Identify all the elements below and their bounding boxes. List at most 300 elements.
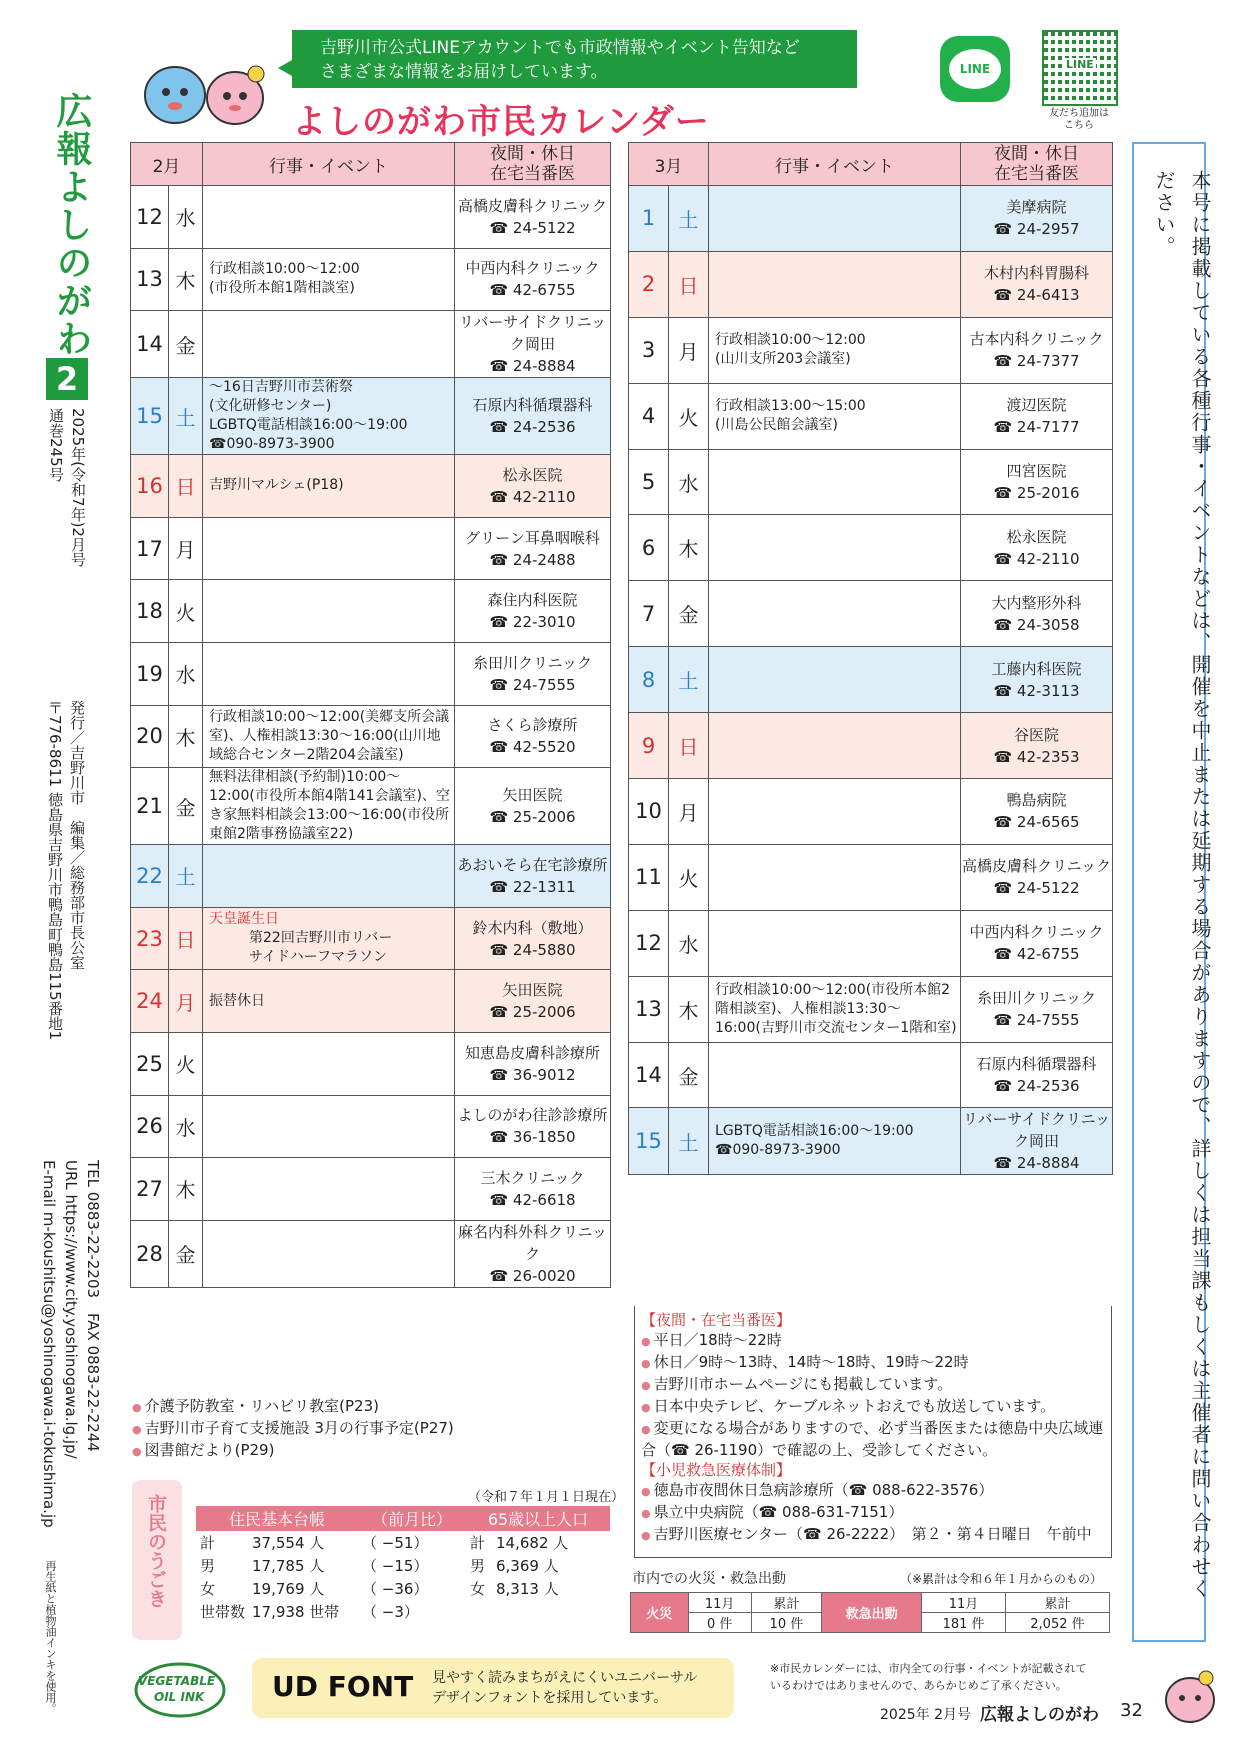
day-number: 5 bbox=[629, 449, 669, 515]
clinic-name: 鴨島病院 bbox=[1006, 791, 1067, 810]
clinic-name: 高橋皮膚科クリニック bbox=[457, 196, 608, 215]
table-row bbox=[629, 844, 1113, 910]
phone-icon: ☎ bbox=[993, 879, 1013, 898]
clinic-notes bbox=[634, 1306, 1112, 1558]
event-text: 行政相談10:00～12:00(美郷支所会議室)、人権相談13:30～16:00(山川地域総合センター2階204会議室) bbox=[209, 708, 450, 763]
ud-font-text: 見やすく読みまちがえにくいユニバーサル デザインフォントを採用しています。 bbox=[432, 1670, 698, 1706]
amb-month-value: 181 件 bbox=[922, 1613, 1006, 1633]
stat-elderly: 女 8,313 人 bbox=[470, 1580, 559, 1598]
day-number: 16 bbox=[131, 455, 169, 518]
phone-icon: ☎ bbox=[489, 940, 509, 959]
fire-month-head: 11月 bbox=[688, 1593, 751, 1613]
stat-resident: 男 17,785 人 bbox=[200, 1557, 325, 1575]
list-item[interactable]: ● 吉野川市子育て支援施設 3月の行事予定(P27) bbox=[132, 1418, 602, 1440]
clinic-cell bbox=[455, 705, 611, 768]
clinic-tel: ☎ 36-9012 bbox=[489, 1065, 576, 1084]
day-number: 25 bbox=[131, 1032, 169, 1095]
table-row bbox=[629, 713, 1113, 779]
day-number: 4 bbox=[629, 383, 669, 449]
amb-cum-value: 2,052 件 bbox=[1005, 1613, 1109, 1633]
clinic-cell bbox=[961, 713, 1113, 779]
day-number: 9 bbox=[629, 713, 669, 779]
event-cell bbox=[709, 317, 961, 383]
clinic-cell bbox=[961, 581, 1113, 647]
event-cell bbox=[203, 1220, 455, 1287]
weekday: 水 bbox=[669, 449, 709, 515]
day-number: 12 bbox=[131, 186, 169, 249]
weekday: 月 bbox=[169, 517, 203, 580]
footer-name: 広報よしのがわ bbox=[980, 1705, 1099, 1725]
day-number: 17 bbox=[131, 517, 169, 580]
clinic-tel: ☎ 24-3058 bbox=[993, 615, 1080, 634]
clinic-name: リバーサイドクリニック岡田 bbox=[458, 313, 607, 354]
event-text: 振替休日 bbox=[209, 992, 266, 1009]
stat-change: （ −51） bbox=[362, 1534, 429, 1552]
phone-icon: ☎ bbox=[489, 613, 509, 632]
clinic-cell bbox=[455, 845, 611, 908]
table-row bbox=[131, 248, 611, 311]
phone-icon: ☎ bbox=[993, 945, 1013, 964]
phone-icon: ☎ bbox=[993, 549, 1013, 568]
line-banner: 吉野川市公式LINEアカウントでも市政情報やイベント告知など さまざまな情報をお届けしています。 bbox=[292, 30, 857, 88]
phone-icon: ☎ bbox=[993, 286, 1013, 305]
phone-icon: ☎ bbox=[993, 1011, 1013, 1030]
weekday: 金 bbox=[169, 768, 203, 845]
shimin-label: 市民のうごき bbox=[132, 1480, 182, 1640]
amb-month-head: 11月 bbox=[922, 1593, 1006, 1613]
clinic-name: 美摩病院 bbox=[1006, 198, 1067, 217]
event-cell bbox=[203, 1032, 455, 1095]
clinic-tel: ☎ 42-3113 bbox=[993, 681, 1080, 700]
table-row bbox=[131, 580, 611, 643]
event-cell bbox=[709, 779, 961, 845]
table-row bbox=[131, 455, 611, 518]
day-number: 2 bbox=[629, 251, 669, 317]
tel-fax: TEL 0883-22-2203 FAX 0883-22-2244 bbox=[84, 1160, 102, 1452]
clinic-cell bbox=[455, 768, 611, 845]
table-row bbox=[629, 1108, 1113, 1175]
clinic-cell bbox=[961, 515, 1113, 581]
table-row bbox=[629, 317, 1113, 383]
clinic-cell bbox=[455, 1220, 611, 1287]
masthead-date: 2025年(令和7年)2月号 bbox=[69, 408, 87, 567]
feb-clinic-header: 夜間・休日 在宅当番医 bbox=[455, 143, 611, 186]
day-number: 12 bbox=[629, 910, 669, 976]
weekday: 土 bbox=[669, 186, 709, 252]
event-cell bbox=[709, 976, 961, 1042]
stats-header-residents: 住民基本台帳 bbox=[196, 1506, 358, 1531]
phone-icon: ☎ bbox=[489, 675, 509, 694]
list-item[interactable]: ● 図書館だより(P29) bbox=[132, 1440, 602, 1462]
day-number: 18 bbox=[131, 580, 169, 643]
day-number: 1 bbox=[629, 186, 669, 252]
phone-icon: ☎ bbox=[993, 1077, 1013, 1096]
event-cell bbox=[709, 251, 961, 317]
clinic-tel: ☎ 24-2536 bbox=[489, 418, 576, 437]
clinic-tel: ☎ 24-7377 bbox=[993, 352, 1080, 371]
clinic-name: 木村内科胃腸科 bbox=[984, 264, 1090, 283]
weekday: 日 bbox=[669, 251, 709, 317]
qr-caption: 友だち追加は こちら bbox=[1049, 108, 1109, 131]
phone-icon: ☎ bbox=[489, 738, 509, 757]
table-row bbox=[131, 1032, 611, 1095]
event-cell bbox=[203, 970, 455, 1033]
event-cell bbox=[203, 248, 455, 311]
veg-logo-text2: OIL INK bbox=[154, 1690, 205, 1704]
weekday: 土 bbox=[669, 1108, 709, 1175]
table-row bbox=[131, 705, 611, 768]
clinic-tel: ☎ 24-6413 bbox=[993, 286, 1080, 305]
clinic-name: グリーン耳鼻咽喉科 bbox=[465, 528, 600, 547]
clinic-cell bbox=[455, 186, 611, 249]
day-number: 26 bbox=[131, 1095, 169, 1158]
event-text: 無料法律相談(予約制)10:00～12:00(市役所本館4階141会議室)、空き家無料相談会13:00～16:00(市役所東館2階事務協議室22) bbox=[209, 769, 450, 843]
weekday: 火 bbox=[669, 844, 709, 910]
table-row bbox=[629, 976, 1113, 1042]
weekday: 土 bbox=[669, 647, 709, 713]
event-cell bbox=[203, 311, 455, 378]
feb-notes bbox=[132, 1396, 602, 1462]
event-cell bbox=[709, 1042, 961, 1108]
disclaimer: ※市民カレンダーには、市内全ての行事・イベントが記載されて いるわけではありませんので、あらかじめご了承ください。 bbox=[770, 1662, 1087, 1692]
clinic-tel: ☎ 42-2110 bbox=[993, 549, 1080, 568]
clinic-cell bbox=[455, 907, 611, 970]
table-row bbox=[196, 1577, 610, 1600]
clinic-tel: ☎ 25-2006 bbox=[489, 1003, 576, 1022]
weekday: 水 bbox=[169, 642, 203, 705]
list-item: ● 平日／18時～22時 bbox=[641, 1330, 1105, 1352]
clinic-name: 大内整形外科 bbox=[991, 593, 1082, 612]
day-number: 22 bbox=[131, 845, 169, 908]
mascot-footer-icon bbox=[1160, 1666, 1220, 1730]
weekday: 金 bbox=[669, 581, 709, 647]
clinic-name: 矢田医院 bbox=[502, 786, 563, 805]
event-text: 天皇誕生日 bbox=[209, 911, 280, 928]
list-item[interactable]: ● 介護予防教室・リハビリ教室(P23) bbox=[132, 1396, 602, 1418]
clinic-tel: ☎ 24-7177 bbox=[993, 418, 1080, 437]
clinic-cell bbox=[455, 580, 611, 643]
phone-icon: ☎ bbox=[993, 747, 1013, 766]
mar-month-header: 3月 bbox=[629, 143, 709, 186]
stat-change: （ −36） bbox=[362, 1580, 429, 1598]
side-note-text: 本号に掲載している各種行事・イベントなどは、開催を中止または延期する場合がありますので、詳しくは担当課もしくは主催者に問い合わせください。 bbox=[1152, 170, 1212, 1600]
clinic-cell bbox=[455, 311, 611, 378]
event-cell bbox=[203, 455, 455, 518]
ambulance-label: 救急出動 bbox=[821, 1593, 921, 1633]
event-cell bbox=[709, 1108, 961, 1175]
clinic-name: 高橋皮膚科クリニック bbox=[961, 857, 1112, 876]
event-cell bbox=[709, 581, 961, 647]
day-number: 3 bbox=[629, 317, 669, 383]
clinic-name: 糸田川クリニック bbox=[976, 989, 1097, 1008]
event-cell bbox=[203, 845, 455, 908]
footer-issue: 2025年 2月号 bbox=[880, 1707, 971, 1723]
clinic-tel: ☎ 42-6755 bbox=[993, 945, 1080, 964]
clinic-tel: ☎ 25-2006 bbox=[489, 808, 576, 827]
event-cell bbox=[203, 642, 455, 705]
event-text: LGBTQ電話相談16:00～19:00 ☎090-8973-3900 bbox=[715, 1123, 914, 1159]
clinic-name: 糸田川クリニック bbox=[472, 653, 593, 672]
phone-icon: ☎ bbox=[489, 1190, 509, 1209]
clinic-name: 松永医院 bbox=[1006, 527, 1067, 546]
stat-change: （ −3） bbox=[362, 1603, 419, 1621]
email[interactable]: E-mail m-koushitsu@yoshinogawa.i-tokushima.jp bbox=[40, 1160, 58, 1528]
day-number: 7 bbox=[629, 581, 669, 647]
phone-icon: ☎ bbox=[489, 218, 509, 237]
event-cell bbox=[709, 910, 961, 976]
ud-font-box bbox=[252, 1658, 734, 1718]
clinic-tel: ☎ 22-1311 bbox=[489, 877, 576, 896]
day-number: 19 bbox=[131, 642, 169, 705]
table-row bbox=[629, 449, 1113, 515]
clinic-tel: ☎ 24-5880 bbox=[489, 940, 576, 959]
clinic-cell bbox=[961, 1108, 1113, 1175]
event-cell bbox=[709, 713, 961, 779]
clinic-tel: ☎ 22-3010 bbox=[489, 613, 576, 632]
phone-icon: ☎ bbox=[489, 357, 509, 376]
clinic-cell bbox=[961, 1042, 1113, 1108]
weekday: 火 bbox=[169, 580, 203, 643]
vegetable-oil-ink-logo bbox=[132, 1660, 228, 1720]
clinic-cell bbox=[961, 976, 1113, 1042]
day-number: 13 bbox=[131, 248, 169, 311]
weekday: 月 bbox=[669, 779, 709, 845]
clinic-tel: ☎ 24-8884 bbox=[993, 1154, 1080, 1173]
table-row bbox=[629, 581, 1113, 647]
stat-change: （ −15） bbox=[362, 1557, 429, 1575]
phone-icon: ☎ bbox=[489, 550, 509, 569]
feb-month-header: 2月 bbox=[131, 143, 203, 186]
day-number: 24 bbox=[131, 970, 169, 1033]
event-cell bbox=[203, 705, 455, 768]
weekday: 月 bbox=[169, 970, 203, 1033]
table-row bbox=[131, 970, 611, 1033]
weekday: 月 bbox=[669, 317, 709, 383]
masthead-issue-number: 2 bbox=[46, 358, 88, 400]
weekday: 木 bbox=[669, 976, 709, 1042]
clinic-cell bbox=[455, 1032, 611, 1095]
fire-title: 市内での火災・救急出動 bbox=[632, 1571, 786, 1587]
phone-icon: ☎ bbox=[489, 418, 509, 437]
publisher: 発行／吉野川市 編集／総務部市長公室 bbox=[68, 700, 86, 970]
phone-icon: ☎ bbox=[993, 484, 1013, 502]
clinic-cell bbox=[961, 383, 1113, 449]
clinic-cell bbox=[455, 378, 611, 455]
table-row bbox=[131, 378, 611, 455]
clinic-tel: ☎ 24-7555 bbox=[993, 1011, 1080, 1030]
clinic-name: 森住内科医院 bbox=[487, 591, 578, 610]
stats-header-change: （前月比） bbox=[358, 1506, 466, 1531]
weekday: 水 bbox=[669, 910, 709, 976]
day-number: 20 bbox=[131, 705, 169, 768]
table-row bbox=[196, 1554, 610, 1577]
event-text: 行政相談10:00～12:00 (山川支所203会議室) bbox=[715, 332, 866, 368]
weekday: 木 bbox=[669, 515, 709, 581]
day-number: 27 bbox=[131, 1158, 169, 1221]
list-item: ● 徳島市夜間休日急病診療所（☎ 088-622-3576） bbox=[641, 1480, 1105, 1502]
weekday: 日 bbox=[669, 713, 709, 779]
line-logo-icon[interactable] bbox=[940, 36, 1010, 102]
clinic-tel: ☎ 24-6565 bbox=[993, 813, 1080, 832]
weekday: 木 bbox=[169, 705, 203, 768]
day-number: 28 bbox=[131, 1220, 169, 1287]
table-row bbox=[629, 186, 1113, 252]
event-text: 行政相談10:00～12:00(市役所本館2階相談室)、人権相談13:30～16:00(吉野川市交流センター1階和室) bbox=[715, 981, 957, 1036]
day-number: 13 bbox=[629, 976, 669, 1042]
clinic-cell bbox=[961, 844, 1113, 910]
fire-note: （※累計は令和６年１月からのもの） bbox=[900, 1572, 1103, 1586]
phone-icon: ☎ bbox=[993, 1154, 1013, 1173]
notes-heading-night: 【夜間・在宅当番医】 bbox=[641, 1311, 792, 1329]
table-row bbox=[629, 251, 1113, 317]
phone-icon: ☎ bbox=[993, 220, 1013, 239]
stat-resident: 世帯数 17,938 世帯 bbox=[200, 1603, 340, 1621]
clinic-name: 石原内科循環器科 bbox=[976, 1055, 1097, 1074]
weekday: 土 bbox=[169, 378, 203, 455]
line-logo-label: LINE bbox=[949, 49, 1001, 89]
weekday: 金 bbox=[169, 1220, 203, 1287]
clinic-name: 松永医院 bbox=[502, 465, 563, 484]
event-cell bbox=[203, 768, 455, 845]
day-number: 21 bbox=[131, 768, 169, 845]
qr-label: LINE bbox=[1066, 58, 1094, 71]
phone-icon: ☎ bbox=[489, 1065, 509, 1084]
table-row bbox=[629, 383, 1113, 449]
day-number: 14 bbox=[629, 1042, 669, 1108]
march-calendar bbox=[628, 142, 1113, 1175]
table-row bbox=[629, 647, 1113, 713]
stat-resident: 計 37,554 人 bbox=[200, 1534, 325, 1552]
clinic-tel: ☎ 26-0020 bbox=[489, 1266, 576, 1285]
clinic-name: 中西内科クリニック bbox=[969, 923, 1104, 942]
clinic-name: 四宮医院 bbox=[1006, 462, 1067, 480]
weekday: 金 bbox=[169, 311, 203, 378]
phone-icon: ☎ bbox=[489, 808, 509, 827]
clinic-cell bbox=[455, 248, 611, 311]
day-number: 6 bbox=[629, 515, 669, 581]
clinic-tel: ☎ 36-1850 bbox=[489, 1128, 576, 1147]
clinic-tel: ☎ 24-2957 bbox=[993, 220, 1080, 239]
ud-font-logo: UD FONT bbox=[272, 1670, 414, 1703]
clinic-cell bbox=[961, 449, 1113, 515]
clinic-tel: ☎ 24-8884 bbox=[489, 357, 576, 376]
clinic-name: 中西内科クリニック bbox=[465, 259, 600, 278]
feb-event-header: 行事・イベント bbox=[203, 143, 455, 186]
phone-icon: ☎ bbox=[489, 1128, 509, 1147]
fire-label: 火災 bbox=[631, 1593, 689, 1633]
qr-code-icon[interactable] bbox=[1042, 30, 1118, 106]
clinic-name: 鈴木内科（敷地） bbox=[472, 918, 593, 937]
clinic-cell bbox=[455, 642, 611, 705]
masthead-volume: 通巻245号 bbox=[47, 408, 65, 482]
list-item: ● 吉野川市ホームページにも掲載しています。 bbox=[641, 1374, 1105, 1396]
fire-table bbox=[630, 1592, 1110, 1633]
fire-cum-value: 10 件 bbox=[751, 1613, 821, 1633]
clinic-name: 渡辺医院 bbox=[1006, 396, 1067, 415]
clinic-cell bbox=[455, 1158, 611, 1221]
table-row bbox=[131, 517, 611, 580]
phone-icon: ☎ bbox=[993, 681, 1013, 700]
phone-icon: ☎ bbox=[489, 487, 509, 506]
february-calendar bbox=[130, 142, 611, 1288]
stat-elderly: 計 14,682 人 bbox=[470, 1534, 569, 1552]
clinic-cell bbox=[961, 186, 1113, 252]
day-number: 15 bbox=[629, 1108, 669, 1175]
weekday: 日 bbox=[169, 907, 203, 970]
clinic-tel: ☎ 42-2110 bbox=[489, 487, 576, 506]
phone-icon: ☎ bbox=[489, 1003, 509, 1022]
mascot-characters bbox=[130, 50, 280, 140]
clinic-tel: ☎ 42-6618 bbox=[489, 1190, 576, 1209]
notes-heading-pediatric: 【小児救急医療体制】 bbox=[641, 1461, 792, 1479]
clinic-cell bbox=[961, 251, 1113, 317]
day-number: 14 bbox=[131, 311, 169, 378]
clinic-tel: ☎ 42-5520 bbox=[489, 738, 576, 757]
event-cell bbox=[203, 580, 455, 643]
event-cell bbox=[709, 449, 961, 515]
event-cell bbox=[203, 517, 455, 580]
clinic-name: 矢田医院 bbox=[502, 981, 563, 1000]
list-item: ● 日本中央テレビ、ケーブルネットおえでも放送しています。 bbox=[641, 1396, 1105, 1418]
event-cell bbox=[203, 186, 455, 249]
url[interactable]: URL https://www.city.yoshinogawa.lg.jp/ bbox=[62, 1160, 80, 1459]
weekday: 水 bbox=[169, 1095, 203, 1158]
day-number: 11 bbox=[629, 844, 669, 910]
weekday: 木 bbox=[169, 248, 203, 311]
table-row bbox=[131, 642, 611, 705]
phone-icon: ☎ bbox=[993, 352, 1013, 371]
day-number: 15 bbox=[131, 378, 169, 455]
table-row bbox=[629, 910, 1113, 976]
event-cell bbox=[709, 844, 961, 910]
clinic-cell bbox=[455, 517, 611, 580]
day-number: 10 bbox=[629, 779, 669, 845]
weekday: 火 bbox=[669, 383, 709, 449]
table-row bbox=[196, 1600, 610, 1623]
stat-resident: 女 19,769 人 bbox=[200, 1580, 325, 1598]
stat-elderly: 男 6,369 人 bbox=[470, 1557, 559, 1575]
clinic-tel: ☎ 42-2353 bbox=[993, 747, 1080, 766]
population-table bbox=[196, 1506, 610, 1623]
clinic-cell bbox=[961, 779, 1113, 845]
address: 〒776-8611 徳島県吉野川市鴨島町鴨島115番地1 bbox=[46, 700, 64, 1041]
clinic-tel: ☎ 24-2536 bbox=[993, 1077, 1080, 1096]
table-row bbox=[629, 779, 1113, 845]
veg-logo-text1: VEGETABLE bbox=[138, 1674, 216, 1688]
table-row bbox=[131, 1220, 611, 1287]
clinic-cell bbox=[961, 317, 1113, 383]
event-cell bbox=[203, 1158, 455, 1221]
clinic-name: リバーサイドクリニック岡田 bbox=[962, 1110, 1111, 1151]
list-item: ● 吉野川医療センター（☎ 26-2222） 第２・第４日曜日 午前中 bbox=[641, 1524, 1105, 1546]
table-row bbox=[131, 845, 611, 908]
list-item: ● 変更になる場合がありますので、必ず当番医または徳島中央広域連合（☎ 26-1190）で確認の上、受診してください。 bbox=[641, 1418, 1105, 1460]
weekday: 金 bbox=[669, 1042, 709, 1108]
event-text: 行政相談10:00～12:00 (市役所本館1階相談室) bbox=[209, 261, 360, 297]
weekday: 土 bbox=[169, 845, 203, 908]
table-row bbox=[131, 1158, 611, 1221]
table-row bbox=[131, 311, 611, 378]
clinic-cell bbox=[961, 910, 1113, 976]
clinic-tel: ☎ 42-6755 bbox=[489, 281, 576, 300]
clinic-name: 三木クリニック bbox=[480, 1168, 585, 1187]
event-cell bbox=[709, 515, 961, 581]
day-number: 23 bbox=[131, 907, 169, 970]
phone-icon: ☎ bbox=[489, 281, 509, 300]
event-text: 吉野川マルシェ(P18) bbox=[209, 477, 344, 494]
event-cell bbox=[203, 378, 455, 455]
page-title: よしのがわ市民カレンダー bbox=[292, 102, 710, 142]
